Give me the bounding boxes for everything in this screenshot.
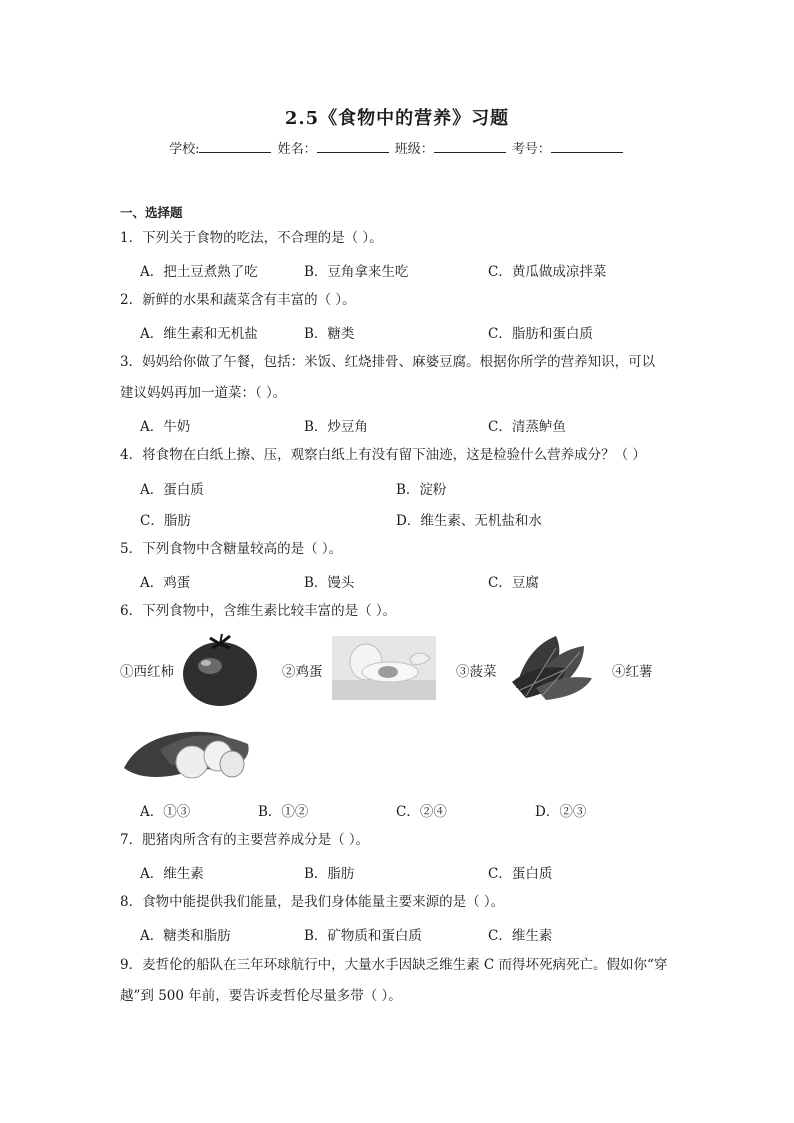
question-9-line-1: 9．麦哲伦的船队在三年环球航行中，大量水手因缺乏维生素 C 而得坏死病死亡。假如你“穿	[120, 957, 668, 973]
question-4: 4．将食物在白纸上擦、压，观察白纸上有没有留下油迹，这是检验什么营养成分？（ ）	[120, 447, 646, 463]
section-heading: 一、选择题	[120, 205, 183, 220]
school-blank[interactable]	[199, 139, 271, 153]
sweet-potato-image	[120, 716, 256, 782]
q8-option-c[interactable]: C．维生素	[488, 928, 553, 944]
question-9-line-2: 越”到 500 年前，要告诉麦哲伦尽量多带（ ）。	[120, 988, 402, 1004]
q4-option-a[interactable]: A．蛋白质	[140, 482, 204, 498]
question-3-line-1: 3．妈妈给你做了午餐，包括：米饭、红烧排骨、麻婆豆腐。根据你所学的营养知识，可以	[120, 354, 656, 370]
q7-option-c[interactable]: C．蛋白质	[488, 866, 553, 882]
q5-option-c[interactable]: C．豆腐	[488, 575, 539, 591]
question-7: 7．肥猪肉所含有的主要营养成分是（ ）。	[120, 832, 370, 848]
q5-option-b[interactable]: B．馒头	[304, 575, 355, 591]
q6-option-a[interactable]: A．①③	[140, 804, 191, 820]
question-3-line-2: 建议妈妈再加一道菜：（ ）。	[120, 385, 287, 401]
q3-option-c[interactable]: C．清蒸鲈鱼	[488, 419, 566, 435]
q2-option-b[interactable]: B．糖类	[304, 326, 355, 342]
question-8: 8．食物中能提供我们能量，是我们身体能量主要来源的是（ ）。	[120, 894, 505, 910]
q3-option-b[interactable]: B．炒豆角	[304, 419, 368, 435]
egg-image	[332, 636, 436, 700]
class-label: 班级：	[394, 142, 434, 157]
q5-option-a[interactable]: A．鸡蛋	[140, 575, 191, 591]
q1-option-a[interactable]: A．把土豆煮熟了吃	[140, 264, 258, 280]
q1-option-b[interactable]: B．豆角拿来生吃	[304, 264, 409, 280]
q3-option-a[interactable]: A．牛奶	[140, 419, 191, 435]
q4-option-b[interactable]: B．淀粉	[396, 482, 447, 498]
q4-option-d[interactable]: D．维生素、无机盐和水	[396, 513, 542, 529]
q8-option-b[interactable]: B．矿物质和蛋白质	[304, 928, 422, 944]
q4-option-c[interactable]: C．脂肪	[140, 513, 191, 529]
tomato-image	[180, 632, 260, 708]
figure-label-egg: ②鸡蛋	[282, 664, 323, 680]
question-1: 1．下列关于食物的吃法，不合理的是（ ）。	[120, 230, 383, 246]
q6-option-c[interactable]: C．②④	[396, 804, 447, 820]
figure-label-tomato: ①西红柿	[120, 664, 174, 680]
q7-option-b[interactable]: B．脂肪	[304, 866, 355, 882]
q6-option-d[interactable]: D．②③	[535, 804, 587, 820]
q2-option-c[interactable]: C．脂肪和蛋白质	[488, 326, 593, 342]
q1-option-c[interactable]: C．黄瓜做成凉拌菜	[488, 264, 607, 280]
exam-no-blank[interactable]	[551, 139, 623, 153]
spinach-image	[506, 628, 596, 704]
school-label: 学校:	[169, 142, 200, 157]
class-blank[interactable]	[434, 139, 506, 153]
name-label: 姓名：	[277, 142, 317, 157]
name-blank[interactable]	[317, 139, 389, 153]
q7-option-a[interactable]: A．维生素	[140, 866, 204, 882]
exam-no-label: 考号：	[511, 142, 551, 157]
question-5: 5．下列食物中含糖量较高的是（ ）。	[120, 541, 343, 557]
q2-option-a[interactable]: A．维生素和无机盐	[140, 326, 258, 342]
figure-label-spinach: ③菠菜	[456, 664, 497, 680]
student-info-line	[0, 138, 794, 157]
q6-option-b[interactable]: B．①②	[258, 804, 309, 820]
page-title: 2.5《食物中的营养》习题	[284, 108, 510, 129]
q8-option-a[interactable]: A．糖类和脂肪	[140, 928, 231, 944]
question-2: 2．新鲜的水果和蔬菜含有丰富的（ ）。	[120, 292, 356, 308]
figure-label-sweet-potato: ④红薯	[612, 664, 653, 680]
question-6: 6．下列食物中，含维生素比较丰富的是（ ）。	[120, 603, 397, 619]
